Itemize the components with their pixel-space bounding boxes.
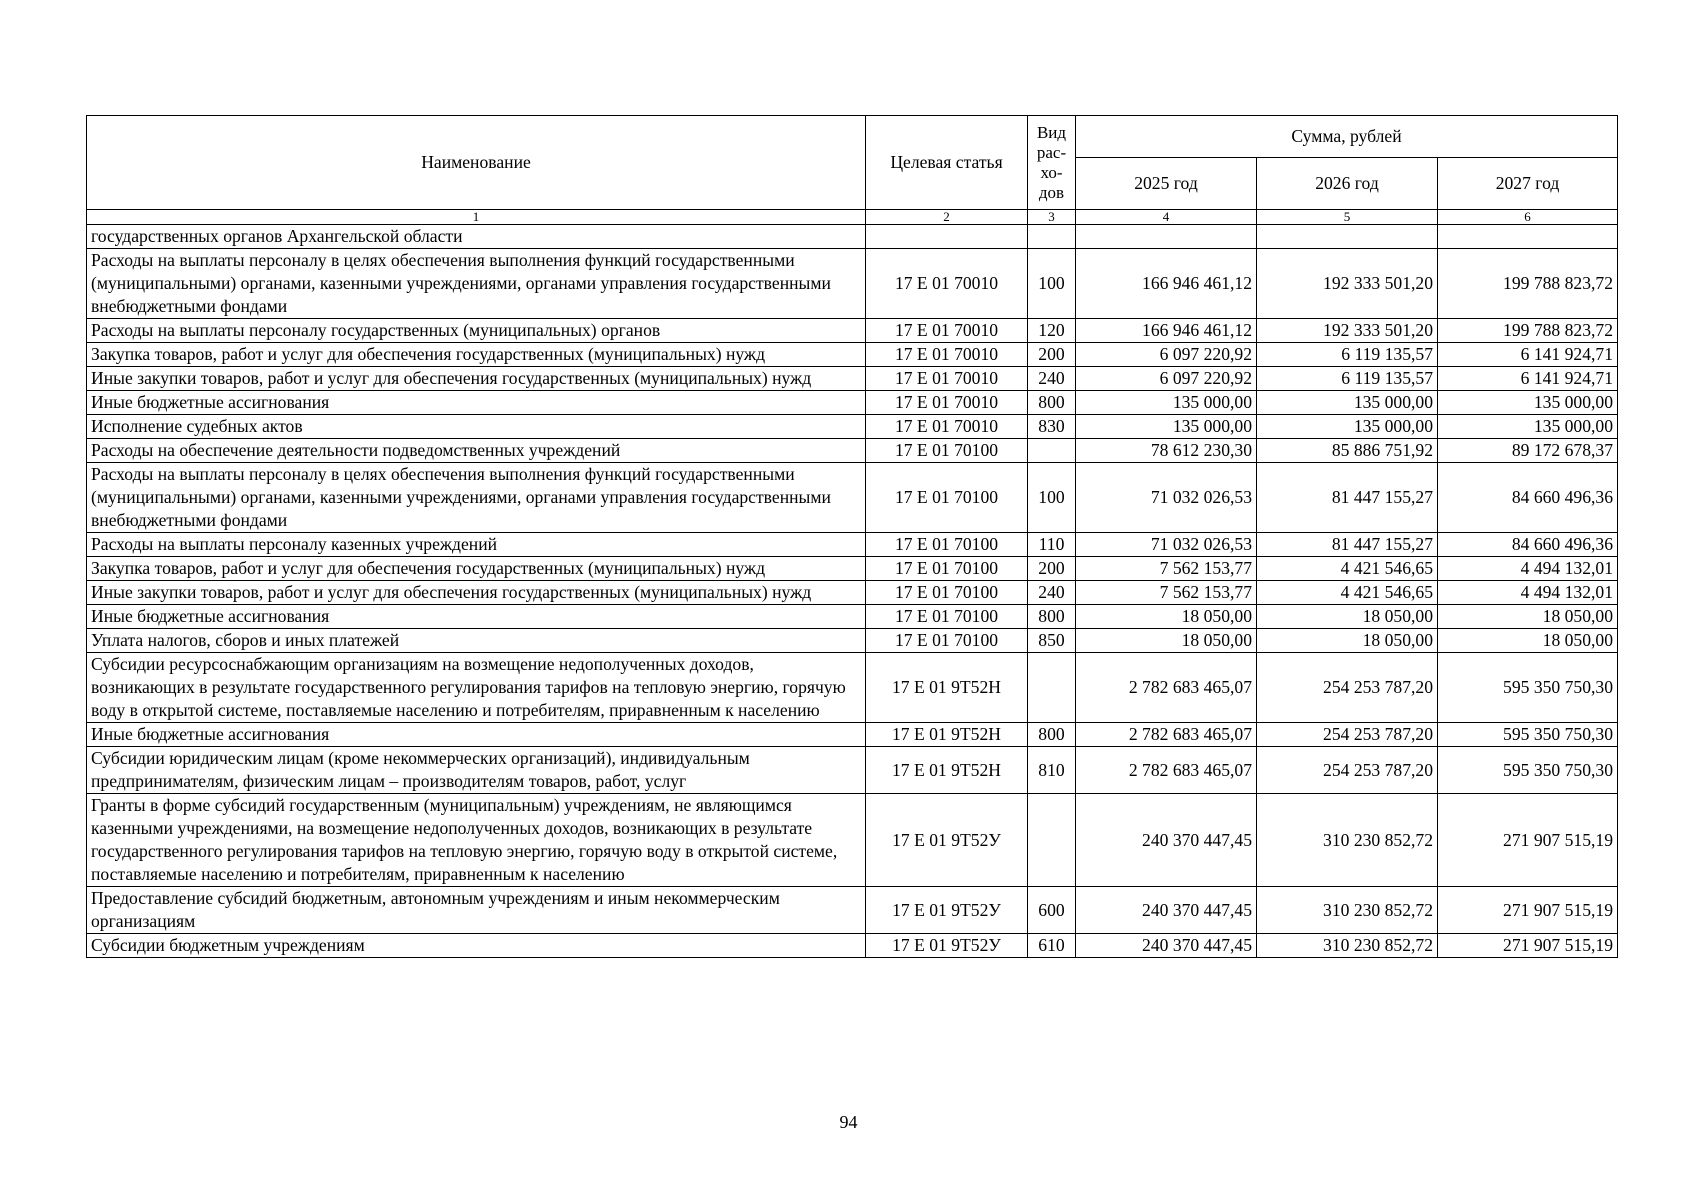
expense-kind-cell: 100 xyxy=(1028,463,1076,533)
amount-2025-cell xyxy=(1076,225,1257,249)
table-row xyxy=(87,794,1618,887)
table-row xyxy=(87,319,1618,343)
target-article-cell: 17 Е 01 9Т52У xyxy=(866,934,1028,958)
amount-2026-cell: 6 119 135,57 xyxy=(1257,343,1438,367)
target-article-cell: 17 Е 01 70100 xyxy=(866,581,1028,605)
amount-2026-cell xyxy=(1257,225,1438,249)
amount-2025-cell: 7 562 153,77 xyxy=(1076,581,1257,605)
column-number: 2 xyxy=(866,210,1028,225)
page-number: 94 xyxy=(839,1112,858,1132)
expense-kind-cell: 600 xyxy=(1028,887,1076,934)
amount-2025-cell: 18 050,00 xyxy=(1076,605,1257,629)
amount-2027-cell: 199 788 823,72 xyxy=(1438,249,1618,319)
row-name-cell: Гранты в форме субсидий государственным (муниципальным) учреждениям, не являющимся казенными учреждениями, на возмещение недополученных доходов, возникающих в результате государственного регулирования тарифов на тепловую энергию, горячую воду в открытой системе, поставляемые населению и потребителям, приравненным к населению xyxy=(87,794,866,887)
header-year-2025: 2025 год xyxy=(1076,158,1257,210)
amount-2027-cell: 84 660 496,36 xyxy=(1438,533,1618,557)
target-article-cell: 17 Е 01 70010 xyxy=(866,249,1028,319)
amount-2026-cell: 4 421 546,65 xyxy=(1257,557,1438,581)
expense-kind-cell: 850 xyxy=(1028,629,1076,653)
column-number: 4 xyxy=(1076,210,1257,225)
table-row xyxy=(87,747,1618,794)
expense-kind-cell xyxy=(1028,225,1076,249)
amount-2027-cell: 89 172 678,37 xyxy=(1438,439,1618,463)
table-row xyxy=(87,367,1618,391)
row-name-cell: Исполнение судебных актов xyxy=(87,415,866,439)
table-row xyxy=(87,343,1618,367)
amount-2027-cell: 4 494 132,01 xyxy=(1438,581,1618,605)
amount-2026-cell: 18 050,00 xyxy=(1257,605,1438,629)
target-article-cell: 17 Е 01 9Т52Н xyxy=(866,747,1028,794)
table-row xyxy=(87,723,1618,747)
target-article-cell: 17 Е 01 70100 xyxy=(866,533,1028,557)
amount-2027-cell: 84 660 496,36 xyxy=(1438,463,1618,533)
amount-2027-cell: 595 350 750,30 xyxy=(1438,723,1618,747)
target-article-cell: 17 Е 01 70100 xyxy=(866,463,1028,533)
amount-2025-cell: 71 032 026,53 xyxy=(1076,463,1257,533)
row-name-cell: Субсидии юридическим лицам (кроме некоммерческих организаций), индивидуальным предпринимателям, физическим лицам – производителям товаров, работ, услуг xyxy=(87,747,866,794)
header-year-2026: 2026 год xyxy=(1257,158,1438,210)
row-name-cell: Расходы на обеспечение деятельности подведомственных учреждений xyxy=(87,439,866,463)
row-name-cell: Расходы на выплаты персоналу казенных учреждений xyxy=(87,533,866,557)
amount-2026-cell: 310 230 852,72 xyxy=(1257,934,1438,958)
row-name-cell: Иные закупки товаров, работ и услуг для обеспечения государственных (муниципальных) нужд xyxy=(87,581,866,605)
row-name-cell: Расходы на выплаты персоналу в целях обеспечения выполнения функций государственными (муниципальными) органами, казенными учреждениями, органами управления государственными внебюджетными фондами xyxy=(87,463,866,533)
amount-2025-cell: 166 946 461,12 xyxy=(1076,319,1257,343)
column-number: 5 xyxy=(1257,210,1438,225)
target-article-cell: 17 Е 01 9Т52Н xyxy=(866,723,1028,747)
amount-2026-cell: 18 050,00 xyxy=(1257,629,1438,653)
amount-2027-cell: 271 907 515,19 xyxy=(1438,934,1618,958)
amount-2026-cell: 85 886 751,92 xyxy=(1257,439,1438,463)
expense-kind-cell: 610 xyxy=(1028,934,1076,958)
expense-kind-cell: 800 xyxy=(1028,723,1076,747)
amount-2025-cell: 2 782 683 465,07 xyxy=(1076,747,1257,794)
amount-2025-cell: 240 370 447,45 xyxy=(1076,794,1257,887)
amount-2025-cell: 78 612 230,30 xyxy=(1076,439,1257,463)
table-row xyxy=(87,653,1618,723)
expense-kind-cell: 800 xyxy=(1028,605,1076,629)
table-row xyxy=(87,557,1618,581)
amount-2026-cell: 192 333 501,20 xyxy=(1257,249,1438,319)
amount-2027-cell xyxy=(1438,225,1618,249)
amount-2025-cell: 7 562 153,77 xyxy=(1076,557,1257,581)
amount-2025-cell: 18 050,00 xyxy=(1076,629,1257,653)
amount-2025-cell: 6 097 220,92 xyxy=(1076,367,1257,391)
amount-2027-cell: 18 050,00 xyxy=(1438,629,1618,653)
amount-2026-cell: 135 000,00 xyxy=(1257,391,1438,415)
amount-2026-cell: 4 421 546,65 xyxy=(1257,581,1438,605)
amount-2027-cell: 271 907 515,19 xyxy=(1438,794,1618,887)
table-row xyxy=(87,581,1618,605)
table-row xyxy=(87,533,1618,557)
row-name-cell: Иные бюджетные ассигнования xyxy=(87,391,866,415)
target-article-cell: 17 Е 01 70010 xyxy=(866,343,1028,367)
amount-2027-cell: 6 141 924,71 xyxy=(1438,367,1618,391)
amount-2025-cell: 71 032 026,53 xyxy=(1076,533,1257,557)
row-name-cell: Расходы на выплаты персоналу государственных (муниципальных) органов xyxy=(87,319,866,343)
row-name-cell: Расходы на выплаты персоналу в целях обеспечения выполнения функций государственными (муниципальными) органами, казенными учреждениями, органами управления государственными внебюджетными фондами xyxy=(87,249,866,319)
amount-2025-cell: 6 097 220,92 xyxy=(1076,343,1257,367)
amount-2027-cell: 595 350 750,30 xyxy=(1438,653,1618,723)
expense-kind-cell: 810 xyxy=(1028,747,1076,794)
table-row xyxy=(87,439,1618,463)
target-article-cell: 17 Е 01 70100 xyxy=(866,629,1028,653)
column-number: 1 xyxy=(87,210,866,225)
column-number: 6 xyxy=(1438,210,1618,225)
row-name-cell: Субсидии ресурсоснабжающим организациям на возмещение недополученных доходов, возникающих в результате государственного регулирования тарифов на тепловую энергию, горячую воду в открытой системе, поставляемые населению и потребителям, приравненным к населению xyxy=(87,653,866,723)
amount-2026-cell: 254 253 787,20 xyxy=(1257,747,1438,794)
amount-2027-cell: 199 788 823,72 xyxy=(1438,319,1618,343)
table-row xyxy=(87,391,1618,415)
table-row xyxy=(87,415,1618,439)
amount-2025-cell: 240 370 447,45 xyxy=(1076,934,1257,958)
expense-kind-cell: 110 xyxy=(1028,533,1076,557)
column-number-row xyxy=(87,210,1618,225)
amount-2027-cell: 135 000,00 xyxy=(1438,391,1618,415)
amount-2027-cell: 18 050,00 xyxy=(1438,605,1618,629)
target-article-cell xyxy=(866,225,1028,249)
row-name-cell: Предоставление субсидий бюджетным, автономным учреждениям и иным некоммерческим организациям xyxy=(87,887,866,934)
expense-kind-cell: 120 xyxy=(1028,319,1076,343)
amount-2025-cell: 2 782 683 465,07 xyxy=(1076,653,1257,723)
table-row xyxy=(87,887,1618,934)
expense-kind-cell xyxy=(1028,439,1076,463)
target-article-cell: 17 Е 01 70010 xyxy=(866,391,1028,415)
table-row xyxy=(87,934,1618,958)
amount-2025-cell: 240 370 447,45 xyxy=(1076,887,1257,934)
target-article-cell: 17 Е 01 70010 xyxy=(866,415,1028,439)
target-article-cell: 17 Е 01 9Т52У xyxy=(866,887,1028,934)
table-row xyxy=(87,629,1618,653)
amount-2025-cell: 166 946 461,12 xyxy=(1076,249,1257,319)
expense-kind-cell: 200 xyxy=(1028,557,1076,581)
amount-2026-cell: 135 000,00 xyxy=(1257,415,1438,439)
row-name-cell: Иные бюджетные ассигнования xyxy=(87,723,866,747)
amount-2026-cell: 310 230 852,72 xyxy=(1257,887,1438,934)
amount-2026-cell: 254 253 787,20 xyxy=(1257,723,1438,747)
amount-2026-cell: 192 333 501,20 xyxy=(1257,319,1438,343)
amount-2026-cell: 6 119 135,57 xyxy=(1257,367,1438,391)
expense-kind-cell: 200 xyxy=(1028,343,1076,367)
expense-kind-cell: 240 xyxy=(1028,367,1076,391)
row-name-cell: Закупка товаров, работ и услуг для обеспечения государственных (муниципальных) нужд xyxy=(87,343,866,367)
header-name: Наименование xyxy=(87,116,866,210)
target-article-cell: 17 Е 01 70100 xyxy=(866,557,1028,581)
target-article-cell: 17 Е 01 70010 xyxy=(866,367,1028,391)
amount-2025-cell: 135 000,00 xyxy=(1076,415,1257,439)
table-row xyxy=(87,249,1618,319)
expense-kind-cell xyxy=(1028,794,1076,887)
header-sum: Сумма, рублей xyxy=(1076,116,1618,158)
table-body xyxy=(87,225,1618,958)
expense-kind-cell: 830 xyxy=(1028,415,1076,439)
table-row xyxy=(87,463,1618,533)
expense-kind-cell: 240 xyxy=(1028,581,1076,605)
row-name-cell: государственных органов Архангельской области xyxy=(87,225,866,249)
column-number: 3 xyxy=(1028,210,1076,225)
row-name-cell: Закупка товаров, работ и услуг для обеспечения государственных (муниципальных) нужд xyxy=(87,557,866,581)
table-row xyxy=(87,605,1618,629)
target-article-cell: 17 Е 01 70100 xyxy=(866,439,1028,463)
amount-2027-cell: 595 350 750,30 xyxy=(1438,747,1618,794)
target-article-cell: 17 Е 01 9Т52Н xyxy=(866,653,1028,723)
amount-2027-cell: 4 494 132,01 xyxy=(1438,557,1618,581)
header-target-article: Целевая статья xyxy=(866,116,1028,210)
header-expense-kind: Вид рас-хо-дов xyxy=(1028,116,1076,210)
target-article-cell: 17 Е 01 70100 xyxy=(866,605,1028,629)
amount-2025-cell: 2 782 683 465,07 xyxy=(1076,723,1257,747)
row-name-cell: Иные закупки товаров, работ и услуг для обеспечения государственных (муниципальных) нужд xyxy=(87,367,866,391)
header-year-2027: 2027 год xyxy=(1438,158,1618,210)
table-row xyxy=(87,225,1618,249)
amount-2026-cell: 81 447 155,27 xyxy=(1257,463,1438,533)
amount-2026-cell: 310 230 852,72 xyxy=(1257,794,1438,887)
expense-kind-cell xyxy=(1028,653,1076,723)
amount-2027-cell: 135 000,00 xyxy=(1438,415,1618,439)
row-name-cell: Иные бюджетные ассигнования xyxy=(87,605,866,629)
amount-2026-cell: 81 447 155,27 xyxy=(1257,533,1438,557)
amount-2027-cell: 6 141 924,71 xyxy=(1438,343,1618,367)
amount-2026-cell: 254 253 787,20 xyxy=(1257,653,1438,723)
expense-kind-cell: 100 xyxy=(1028,249,1076,319)
expense-kind-cell: 800 xyxy=(1028,391,1076,415)
amount-2027-cell: 271 907 515,19 xyxy=(1438,887,1618,934)
row-name-cell: Уплата налогов, сборов и иных платежей xyxy=(87,629,866,653)
budget-table xyxy=(86,115,1618,958)
amount-2025-cell: 135 000,00 xyxy=(1076,391,1257,415)
row-name-cell: Субсидии бюджетным учреждениям xyxy=(87,934,866,958)
target-article-cell: 17 Е 01 70010 xyxy=(866,319,1028,343)
target-article-cell: 17 Е 01 9Т52У xyxy=(866,794,1028,887)
